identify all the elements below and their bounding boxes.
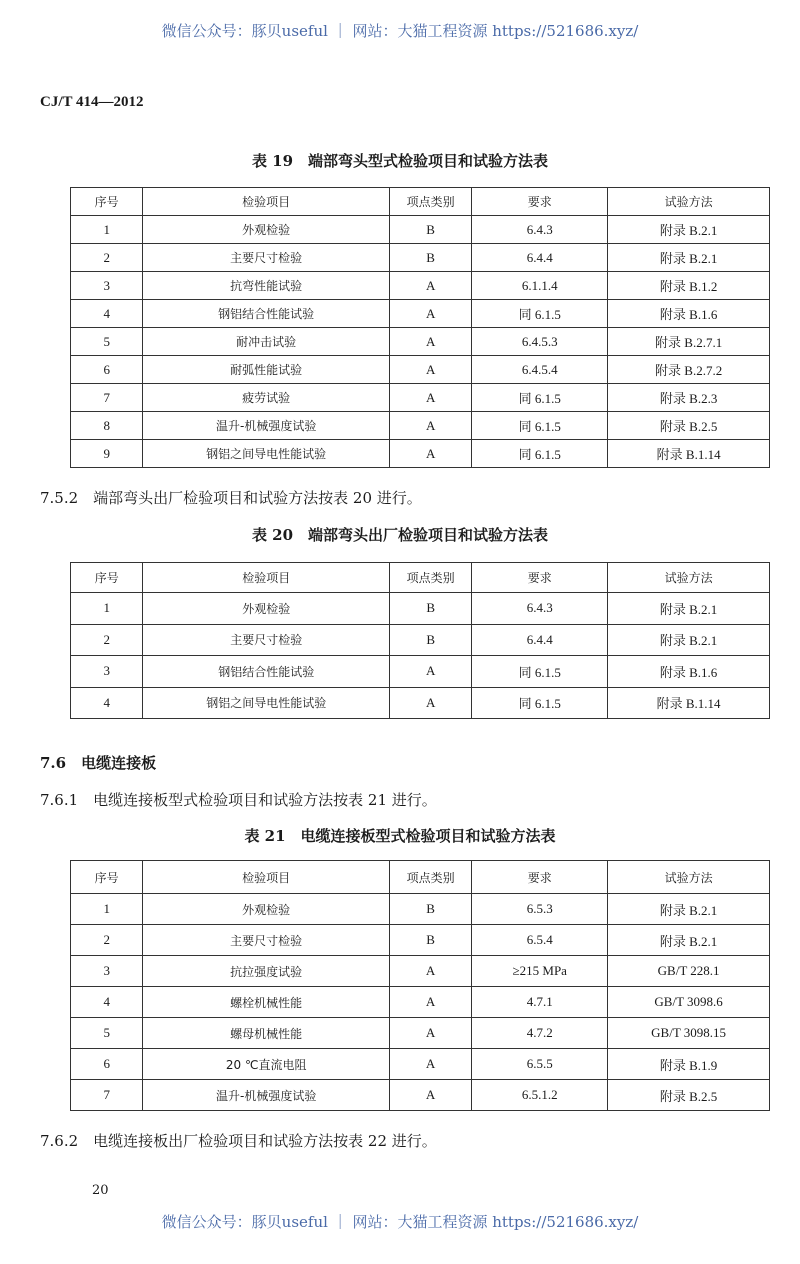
col-index-cell: 7 — [71, 1080, 143, 1111]
col-category-cell: B — [390, 244, 472, 272]
col-category-cell: A — [390, 384, 472, 412]
col-method-cell: 附录 B.2.1 — [608, 894, 770, 925]
col-category-cell: A — [390, 328, 472, 356]
table-row — [71, 1018, 770, 1049]
col-category-cell: A — [390, 300, 472, 328]
col-index-cell: 7 — [71, 384, 143, 412]
col-category-cell: A — [389, 987, 471, 1018]
col-index-cell: 2 — [71, 244, 143, 272]
header-col-requirement: 要求 — [472, 563, 608, 593]
table-header-row — [71, 188, 770, 216]
col-category-cell: B — [389, 925, 471, 956]
col-method-cell: 附录 B.2.7.2 — [608, 356, 770, 384]
header-col-requirement: 要求 — [472, 861, 608, 894]
table-row — [71, 925, 770, 956]
col-index-cell: 6 — [71, 1049, 143, 1080]
col-category-cell: A — [390, 356, 472, 384]
col-method-cell: 附录 B.2.1 — [608, 925, 770, 956]
header-col-category: 项点类别 — [389, 861, 471, 894]
table19 — [70, 187, 770, 468]
table-row — [71, 244, 770, 272]
col-method-cell: 附录 B.1.6 — [608, 300, 770, 328]
header-col-method: 试验方法 — [608, 188, 770, 216]
col-category-cell: A — [389, 956, 471, 987]
col-item-cell: 20 ℃直流电阻 — [143, 1049, 390, 1080]
col-method-cell: 附录 B.2.5 — [608, 1080, 770, 1111]
col-requirement-cell: 6.4.4 — [472, 244, 608, 272]
col-method-cell: 附录 B.1.14 — [608, 687, 770, 719]
header-col-index: 序号 — [71, 188, 143, 216]
table-header-row — [71, 861, 770, 894]
header-col-category: 项点类别 — [390, 563, 472, 593]
page-number: 20 — [92, 1183, 109, 1198]
col-method-cell: GB/T 3098.15 — [608, 1018, 770, 1049]
col-requirement-cell: 同 6.1.5 — [472, 412, 608, 440]
col-requirement-cell: 4.7.2 — [472, 1018, 608, 1049]
col-item-cell: 耐冲击试验 — [143, 328, 390, 356]
table20 — [70, 562, 770, 719]
col-requirement-cell: 6.4.4 — [472, 624, 608, 656]
col-index-cell: 3 — [71, 956, 143, 987]
col-index-cell: 1 — [71, 894, 143, 925]
header-col-requirement: 要求 — [472, 188, 608, 216]
col-item-cell: 抗拉强度试验 — [143, 956, 390, 987]
col-item-cell: 抗弯性能试验 — [143, 272, 390, 300]
paragraph-7-6-2: 7.6.2 电缆连接板出厂检验项目和试验方法按表 22 进行。 — [40, 1132, 437, 1150]
col-requirement-cell: 同 6.1.5 — [472, 384, 608, 412]
col-requirement-cell: 6.5.1.2 — [472, 1080, 608, 1111]
table-row — [71, 894, 770, 925]
header-col-index: 序号 — [71, 563, 143, 593]
col-item-cell: 外观检验 — [143, 894, 390, 925]
header-col-item: 检验项目 — [143, 861, 390, 894]
col-category-cell: A — [390, 272, 472, 300]
col-item-cell: 疲劳试验 — [143, 384, 390, 412]
col-requirement-cell: 6.1.1.4 — [472, 272, 608, 300]
col-category-cell: A — [390, 412, 472, 440]
col-index-cell: 2 — [71, 624, 143, 656]
header-col-method: 试验方法 — [608, 563, 770, 593]
header-col-method: 试验方法 — [608, 861, 770, 894]
col-method-cell: 附录 B.1.9 — [608, 1049, 770, 1080]
col-method-cell: 附录 B.1.6 — [608, 656, 770, 688]
table-row — [71, 593, 770, 625]
table-row — [71, 272, 770, 300]
col-requirement-cell: 6.4.5.4 — [472, 356, 608, 384]
col-item-cell: 外观检验 — [143, 216, 390, 244]
table19-caption: 表 19 端部弯头型式检验项目和试验方法表 — [251, 152, 549, 170]
col-index-cell: 1 — [71, 593, 143, 625]
col-item-cell: 钢铝结合性能试验 — [143, 300, 390, 328]
col-category-cell: A — [390, 440, 472, 468]
table-row — [71, 1080, 770, 1111]
section-heading-7-6: 7.6 电缆连接板 — [40, 754, 157, 772]
col-requirement-cell: 4.7.1 — [472, 987, 608, 1018]
col-item-cell: 钢铝结合性能试验 — [143, 656, 390, 688]
col-index-cell: 4 — [71, 687, 143, 719]
document-id: CJ/T 414—2012 — [40, 94, 144, 110]
col-requirement-cell: 6.4.3 — [472, 593, 608, 625]
col-category-cell: B — [390, 593, 472, 625]
col-category-cell: B — [390, 624, 472, 656]
col-item-cell: 钢铝之间导电性能试验 — [143, 440, 390, 468]
table21 — [70, 860, 770, 1111]
col-requirement-cell: 6.5.3 — [472, 894, 608, 925]
col-method-cell: GB/T 228.1 — [608, 956, 770, 987]
table-row — [71, 300, 770, 328]
col-index-cell: 3 — [71, 656, 143, 688]
col-category-cell: A — [390, 656, 472, 688]
table-row — [71, 328, 770, 356]
table-row — [71, 624, 770, 656]
col-index-cell: 4 — [71, 300, 143, 328]
col-method-cell: 附录 B.2.1 — [608, 216, 770, 244]
col-index-cell: 3 — [71, 272, 143, 300]
col-index-cell: 4 — [71, 987, 143, 1018]
header-col-category: 项点类别 — [390, 188, 472, 216]
col-category-cell: A — [389, 1080, 471, 1111]
table21-caption: 表 21 电缆连接板型式检验项目和试验方法表 — [244, 827, 556, 845]
col-item-cell: 主要尺寸检验 — [143, 925, 390, 956]
col-index-cell: 1 — [71, 216, 143, 244]
col-requirement-cell: 6.5.4 — [472, 925, 608, 956]
table-row — [71, 987, 770, 1018]
col-index-cell: 5 — [71, 1018, 143, 1049]
table-header-row — [71, 563, 770, 593]
table-row — [71, 687, 770, 719]
col-category-cell: A — [390, 687, 472, 719]
paragraph-7-6-1: 7.6.1 电缆连接板型式检验项目和试验方法按表 21 进行。 — [40, 791, 437, 809]
table-row — [71, 412, 770, 440]
col-category-cell: B — [390, 216, 472, 244]
col-item-cell: 主要尺寸检验 — [143, 244, 390, 272]
col-item-cell: 外观检验 — [143, 593, 390, 625]
col-item-cell: 钢铝之间导电性能试验 — [143, 687, 390, 719]
table-row — [71, 440, 770, 468]
col-requirement-cell: 同 6.1.5 — [472, 300, 608, 328]
col-method-cell: 附录 B.1.14 — [608, 440, 770, 468]
col-requirement-cell: 6.4.5.3 — [472, 328, 608, 356]
col-item-cell: 耐弧性能试验 — [143, 356, 390, 384]
col-method-cell: 附录 B.1.2 — [608, 272, 770, 300]
table-row — [71, 356, 770, 384]
col-method-cell: 附录 B.2.3 — [608, 384, 770, 412]
col-index-cell: 5 — [71, 328, 143, 356]
col-index-cell: 8 — [71, 412, 143, 440]
table-row — [71, 1049, 770, 1080]
col-method-cell: 附录 B.2.1 — [608, 244, 770, 272]
col-requirement-cell: 同 6.1.5 — [472, 656, 608, 688]
header-col-item: 检验项目 — [143, 188, 390, 216]
col-method-cell: 附录 B.2.7.1 — [608, 328, 770, 356]
col-item-cell: 螺母机械性能 — [143, 1018, 390, 1049]
header-col-item: 检验项目 — [143, 563, 390, 593]
col-method-cell: 附录 B.2.1 — [608, 624, 770, 656]
col-requirement-cell: 同 6.1.5 — [472, 687, 608, 719]
col-requirement-cell: ≥215 MPa — [472, 956, 608, 987]
col-category-cell: A — [389, 1018, 471, 1049]
table-row — [71, 384, 770, 412]
col-category-cell: B — [389, 894, 471, 925]
col-requirement-cell: 6.5.5 — [472, 1049, 608, 1080]
watermark-bottom: 微信公众号：豚贝useful ｜ 网站：大猫工程资源 https://521686.xyz/ — [161, 1213, 639, 1231]
col-category-cell: A — [389, 1049, 471, 1080]
col-index-cell: 6 — [71, 356, 143, 384]
table-row — [71, 216, 770, 244]
col-item-cell: 温升-机械强度试验 — [143, 1080, 390, 1111]
col-item-cell: 温升-机械强度试验 — [143, 412, 390, 440]
table-row — [71, 656, 770, 688]
col-index-cell: 2 — [71, 925, 143, 956]
col-requirement-cell: 6.4.3 — [472, 216, 608, 244]
col-method-cell: 附录 B.2.1 — [608, 593, 770, 625]
header-col-index: 序号 — [71, 861, 143, 894]
table-row — [71, 956, 770, 987]
watermark-top: 微信公众号：豚贝useful ｜ 网站：大猫工程资源 https://521686.xyz/ — [161, 22, 639, 40]
col-method-cell: 附录 B.2.5 — [608, 412, 770, 440]
col-item-cell: 螺栓机械性能 — [143, 987, 390, 1018]
col-index-cell: 9 — [71, 440, 143, 468]
paragraph-7-5-2: 7.5.2 端部弯头出厂检验项目和试验方法按表 20 进行。 — [40, 489, 422, 507]
col-method-cell: GB/T 3098.6 — [608, 987, 770, 1018]
col-requirement-cell: 同 6.1.5 — [472, 440, 608, 468]
col-item-cell: 主要尺寸检验 — [143, 624, 390, 656]
table20-caption: 表 20 端部弯头出厂检验项目和试验方法表 — [251, 526, 549, 544]
